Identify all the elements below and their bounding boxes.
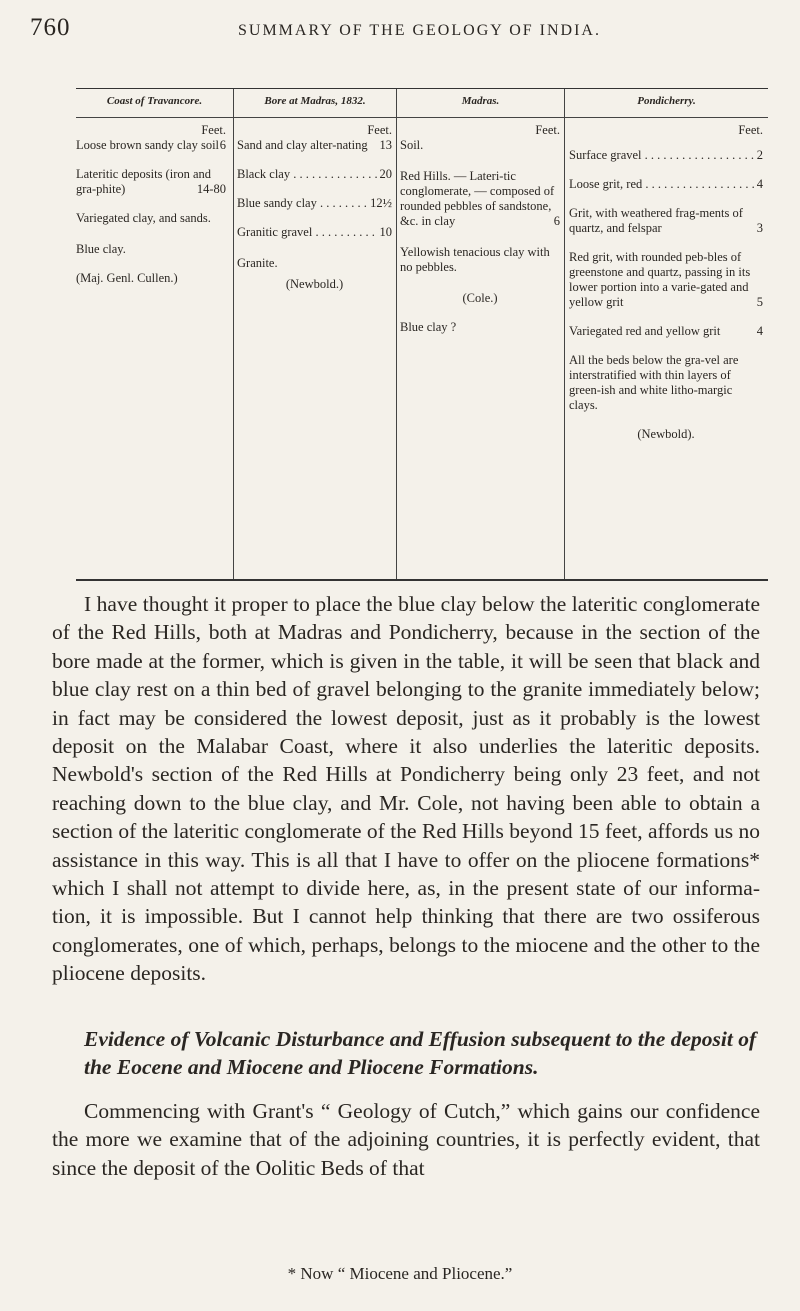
stratum-text: Grit, with weathered frag-ments of quartz, and felspar <box>569 206 743 235</box>
column-madras-bore <box>237 123 392 292</box>
stratum-text: Red Hills. — Lateri-tic conglomerate, — composed of rounded pebbles of sandstone, &c. in clay <box>400 169 555 228</box>
stratum-thickness: 20 <box>379 167 392 181</box>
source-citation: (Newbold). <box>637 427 695 441</box>
column-pondicherry <box>569 123 763 442</box>
stratum-text: Lateritic deposits (iron and gra-phite) <box>76 167 212 196</box>
stratum-entry <box>400 245 560 275</box>
column-travancore <box>76 123 226 286</box>
stratum-entry <box>569 177 763 192</box>
stratum-entry <box>237 196 392 211</box>
stratum-text: Blue clay. <box>76 242 126 256</box>
running-title: SUMMARY OF THE GEOLOGY OF INDIA. <box>238 22 601 39</box>
column-heading-pondicherry: Pondicherry. <box>637 95 696 107</box>
stratum-entry <box>569 206 763 236</box>
stratum-entry <box>76 211 226 226</box>
column-heading-madras-bore: Bore at Madras, 1832. <box>264 95 366 107</box>
stratum-text: Sand and clay alter-nating <box>237 138 368 152</box>
strata-table <box>76 88 768 581</box>
source-citation: (Maj. Genl. Cullen.) <box>76 271 178 285</box>
column-divider <box>233 89 234 579</box>
stratum-text: Soil. <box>400 138 424 152</box>
stratum-thickness: 3 <box>756 221 763 235</box>
stratum-thickness: 10 <box>379 225 392 239</box>
paragraph-text: I have thought it proper to place the blue clay below the lateritic conglomerate of the Red Hills, both at Madras and Pondicherry, because in the section of the bore made at the former, which is given in the table, it will be seen that black and blue clay rest on a thin bed of gravel belonging to the granite immediately below; in fact may be considered the lowest deposit, just as it probably is the lowest deposit on the Malabar Coast, where it also underlies the lateritic deposits. Newbold's section of the Red Hills at Pondicherry being only 23 feet, and not reaching down to the blue clay, and Mr. Cole, not having been able to obtain a section of the lateritic conglomerate of the Red Hills beyond 15 feet, affords us no assistance in this way. This is all that I have to offer on the pliocene formations* which I shall not attempt to divide here, as, in the present state of our informa-tion, it is impossible. But I cannot help thinking that there are two ossiferous conglomerates, one of which, perhaps, belongs to the miocene and the other to the pliocene deposits. <box>52 592 760 986</box>
column-heading-madras: Madras. <box>461 95 500 107</box>
column-heading-travancore: Coast of Travancore. <box>106 95 203 107</box>
stratum-thickness: 14-80 <box>196 182 226 196</box>
stratum-entry <box>237 256 392 271</box>
feet-label: Feet. <box>535 123 560 137</box>
stratum-text: Yellowish tenacious clay with no pebbles. <box>400 245 550 274</box>
stratum-entry <box>569 324 763 339</box>
stratum-thickness: 2 <box>756 148 763 162</box>
stratum-entry <box>76 242 226 257</box>
feet-label: Feet. <box>367 123 392 137</box>
header-rule <box>76 117 768 118</box>
body-paragraph-2: Commencing with Grant's “ Geology of Cutch,” which gains our confidence the more we examine that of the adjoining countries, it is perfectly evident, that since the deposit of the Oolitic Beds of that <box>52 1099 760 1180</box>
stratum-entry <box>76 138 226 153</box>
stratum-text: Blue sandy clay . . . <box>237 196 368 211</box>
stratum-text: Granitic gravel . . . <box>237 225 378 240</box>
column-divider <box>564 89 565 579</box>
page-number: 760 <box>30 14 71 41</box>
stratum-text: Surface gravel . . . <box>569 148 755 163</box>
stratum-entry: Blue clay ? <box>400 320 457 334</box>
stratum-text: Loose brown sandy clay soil <box>76 138 220 152</box>
stratum-thickness: 12½ <box>370 196 392 210</box>
stratum-thickness: 5 <box>756 295 763 309</box>
stratum-thickness: 4 <box>756 324 763 338</box>
feet-label: Feet. <box>738 123 763 137</box>
stratum-text: Variegated red and yellow grit <box>569 324 721 338</box>
stratum-thickness: 6 <box>219 138 226 152</box>
body-paragraph-1 <box>52 590 760 988</box>
footnote: * Now “ Miocene and Pliocene.” <box>287 1264 513 1283</box>
source-citation: (Cole.) <box>462 291 498 305</box>
table-note: All the beds below the gra-vel are interstratified with thin layers of green-ish and white litho-margic clays. <box>569 353 739 412</box>
stratum-entry <box>237 225 392 240</box>
stratum-text: Loose grit, red . . . <box>569 177 755 192</box>
stratum-entry <box>400 169 560 229</box>
stratum-entry <box>76 167 226 197</box>
page-header <box>0 12 800 48</box>
source-citation: (Newbold.) <box>285 277 344 291</box>
stratum-text: Granite. <box>237 256 278 270</box>
stratum-entry <box>237 138 392 153</box>
stratum-entry <box>237 167 392 182</box>
column-madras <box>400 123 560 335</box>
stratum-entry <box>569 250 763 310</box>
stratum-thickness: 4 <box>756 177 763 191</box>
column-divider <box>396 89 397 579</box>
stratum-entry <box>569 148 763 163</box>
stratum-thickness: 6 <box>553 214 560 228</box>
section-heading: Evidence of Volcanic Disturbance and Effusion subsequent to the deposit of the Eocene and Miocene and Pliocene Formations. <box>84 1027 757 1079</box>
feet-label: Feet. <box>201 123 226 137</box>
stratum-entry <box>400 138 560 153</box>
stratum-text: Black clay . . . <box>237 167 378 182</box>
stratum-thickness: 13 <box>379 138 392 152</box>
stratum-text: Variegated clay, and sands. <box>76 211 211 225</box>
stratum-text: Red grit, with rounded peb-bles of greenstone and quartz, passing in its lower portion into a varie-gated and yellow grit <box>569 250 751 309</box>
